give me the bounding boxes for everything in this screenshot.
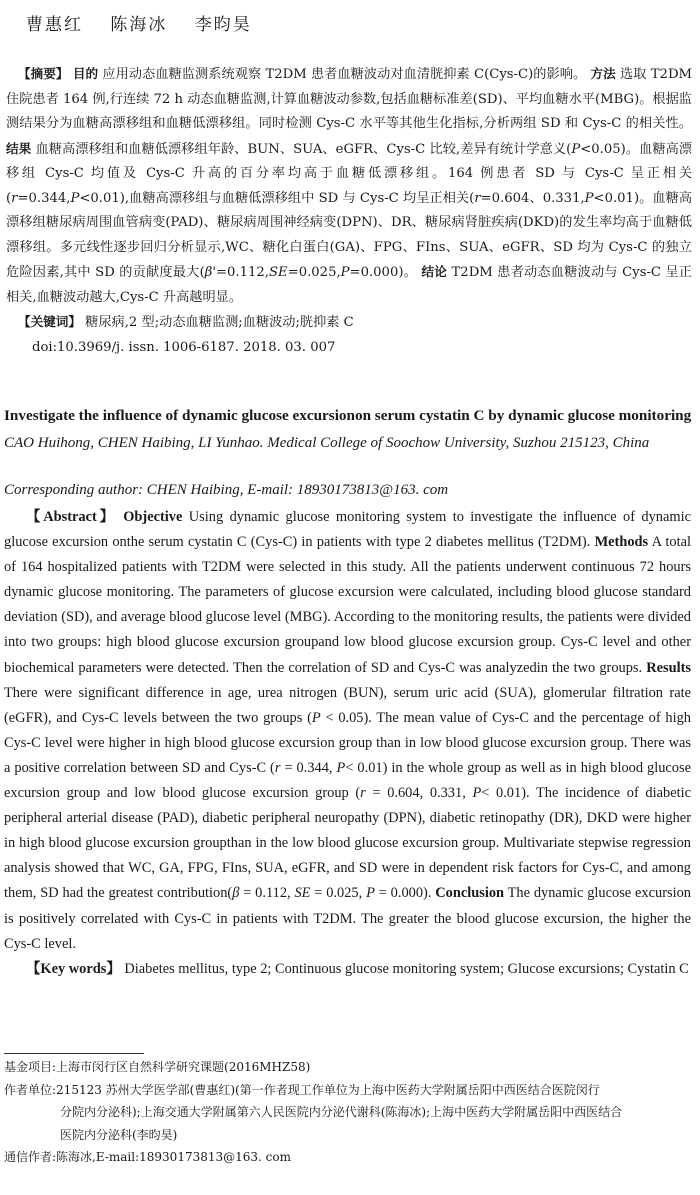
results-text: =0.604、0.331,: [480, 190, 585, 206]
corresponding-note: 通信作者:陈海冰,E-mail:18930173813@163. com: [4, 1150, 291, 1164]
fund-note: 基金项目:上海市闵行区自然科学研究课题(2016MHZ58): [4, 1060, 311, 1074]
stat-symbol: P: [584, 190, 594, 206]
conclusion-text: The dynamic glucose excursion is positively correlated with Cys-C in patients with T2DM. The greater the blood glucose excursion, the higher the Cys-C level.: [4, 885, 691, 952]
author-name: 曹惠红: [26, 15, 83, 35]
english-title: Investigate the influence of dynamic glucose excursionon serum cystatin C by dynamic glucose monitoring: [4, 407, 692, 424]
author-list: [26, 10, 272, 35]
results-text: =0.112,: [215, 265, 269, 280]
stat-symbol: P: [472, 785, 482, 802]
results-text: = 0.344,: [284, 759, 337, 776]
abstract-label: 【摘要】: [18, 66, 69, 81]
stat-symbol: SE: [268, 265, 288, 280]
english-abstract-body: [4, 505, 691, 957]
affiliation-note: 作者单位:215123 苏州大学医学部(曹惠红)(第一作者现工作单位为上海中医药大学附属岳阳中西医结合医院闵行: [4, 1082, 600, 1097]
abstract-label: 【Abstract】: [26, 509, 117, 525]
stat-symbol: P: [366, 885, 375, 902]
results-text: < 0.05). The mean value of Cys-C and the percentage of high Cys-C level were higher in high blood glucose excursion group than in low blood glucose excursion group. There was a positive correlation between SD and Cys-C (: [4, 709, 691, 776]
results-text: =0.344,: [17, 190, 71, 206]
keywords-label: 【关键词】: [18, 314, 81, 329]
results-text: = 0.604, 0.331,: [372, 785, 473, 802]
stat-symbol: r: [274, 759, 281, 776]
objective-text: Using dynamic glucose monitoring system to investigate the influence of dynamic glucose excursion onthe serum cystatin C (Cys-C) in patients with type 2 diabetes mellitus (T2DM).: [4, 509, 691, 551]
results-label: 结果: [6, 140, 32, 156]
results-text: =0.000)。: [349, 265, 418, 280]
stat-symbol: SE: [294, 885, 311, 902]
results-text: < 0.01) in the whole group as well as in high blood glucose excursion group and low blood glucose excursion group (: [4, 759, 691, 802]
methods-label: 方法: [590, 66, 616, 81]
footnotes: [4, 1056, 696, 1169]
affiliation-note-cont: 分院内分泌科);上海交通大学附属第六人民医院内分泌代谢科(陈海冰);上海中医药大学附属岳阳中西医结合: [60, 1105, 623, 1119]
english-keywords: [4, 957, 691, 982]
results-text: = 0.025,: [314, 885, 367, 902]
stat-symbol: P: [311, 709, 321, 726]
stat-symbol: P: [70, 190, 80, 206]
results-text: =0.025,: [287, 265, 341, 280]
results-text: < 0.01). The incidence of diabetic peripheral arterial disease (PAD), diabetic peripheral neuropathy (DPN), diabetic retinopathy (DR), DKD were higher in high blood glucose excursion groupthan in the low blood glucose excursion group. Multivariate stepwise regression analysis showed that WC, GA, FPG, FIns, SUA, eGFR, and SD were in dependent risk factors for Cys-C, and among them, SD had the greatest contribution(: [4, 785, 691, 902]
english-corresponding-author: Corresponding author: CHEN Haibing, E-mail: 18930173813@163. com: [4, 482, 449, 498]
english-abstract: [4, 505, 691, 982]
conclusion-label: Conclusion: [435, 885, 505, 902]
affiliation-note-cont: 医院内分泌科(李昀昊): [60, 1127, 178, 1142]
methods-label: Methods: [594, 534, 649, 551]
results-text: = 0.112,: [243, 885, 295, 902]
results-text: <0.05)。血糖高漂移组 Cys-C 均值及 Cys-C 升高的百分率均高于血糖低漂移组。164 例患者 SD 与 Cys-C 呈正相关(: [6, 141, 692, 206]
stat-symbol: P: [336, 759, 346, 776]
results-text: 血糖高漂移组和血糖低漂移组年龄、BUN、SUA、eGFR、Cys-C 比较,差异有统计学意义(: [35, 141, 572, 157]
keywords-text: Diabetes mellitus, type 2; Continuous glucose monitoring system; Glucose excursions; Cystatin C: [124, 960, 689, 977]
chinese-abstract-body: [6, 62, 692, 310]
objective-text: 应用动态血糖监测系统观察 T2DM 患者血糖波动对血清胱抑素 C(Cys-C)的影响。: [102, 67, 587, 82]
results-text: <0.01),血糖高漂移组与血糖低漂移组中 SD 与 Cys-C 均呈正相关(: [79, 190, 475, 206]
stat-symbol: β': [204, 265, 216, 280]
conclusion-text: T2DM 患者动态血糖波动与 Cys-C 呈正相关,血糖波动越大,Cys-C 升高越明显。: [6, 265, 692, 305]
stat-symbol: r: [474, 190, 481, 206]
stat-symbol: P: [340, 265, 350, 280]
methods-text: A total of 164 hospitalized patients with T2DM were selected in this study. All the patients underwent continuous 72 hours dynamic glucose monitoring. The parameters of glucose excursion were calculated, including blood glucose standard deviation (SD), and average blood glucose level (MBG). According to the monitoring results, the patients were divided into two groups: high blood glucose excursion groupand low blood glucose excursion group. Cys-C level and other biochemical parameters were detected. Then the correlation of SD and Cys-C was analyzedin the two groups.: [4, 534, 691, 676]
conclusion-label: 结论: [421, 264, 448, 279]
footnote-divider: [4, 1053, 144, 1054]
keywords-label: 【Key words】: [26, 960, 121, 977]
results-text: <0.01)。血糖高漂移组糖尿病周围血管病变(PAD)、糖尿病周围神经病变(DPN)、DR、糖尿病肾脏疾病(DKD)的发生率均高于血糖低漂移组。多元线性逐步回归分析显示,WC、糖化白蛋白(GA)、FPG、FIns、SUA、eGFR、SD 均为 Cys-C 的独立危险因素,其中 SD 的贡献度最大(: [6, 190, 693, 280]
stat-symbol: r: [11, 190, 18, 206]
results-text: = 0.000).: [378, 885, 432, 902]
author-name: 李昀昊: [194, 15, 252, 35]
stat-symbol: r: [360, 785, 366, 802]
chinese-abstract: [6, 62, 692, 360]
objective-label: Objective: [123, 509, 183, 525]
english-authors: CAO Huihong, CHEN Haibing, LI Yunhao. Medical College of Soochow University, Suzhou 215123, China: [4, 435, 650, 451]
objective-label: 目的: [72, 66, 99, 81]
stat-symbol: β: [232, 885, 240, 902]
doi: doi:10.3969/j. issn. 1006-6187. 2018. 03. 007: [32, 339, 336, 355]
stat-symbol: P: [571, 141, 581, 157]
chinese-keywords: [6, 310, 692, 336]
keywords-text: 糖尿病,2 型;动态血糖监测;血糖波动;胱抑素 C: [85, 315, 354, 330]
results-text: There were significant difference in age, urea nitrogen (BUN), serum uric acid (SUA), glomerular filtration rate (eGFR), and Cys-C levels between the two groups (: [4, 684, 691, 726]
methods-text: 选取 T2DM 住院患者 164 例,行连续 72 h 动态血糖监测,计算血糖波动参数,包括血糖标准差(SD)、平均血糖水平(MBG)。根据监测结果分为血糖高漂移组和血糖低漂移组。同时检测 Cys-C 水平等其他生化指标,分析两组 SD 和 Cys-C 的相关性。: [6, 67, 693, 131]
results-label: Results: [646, 659, 691, 676]
author-name: 陈海冰: [110, 15, 168, 35]
